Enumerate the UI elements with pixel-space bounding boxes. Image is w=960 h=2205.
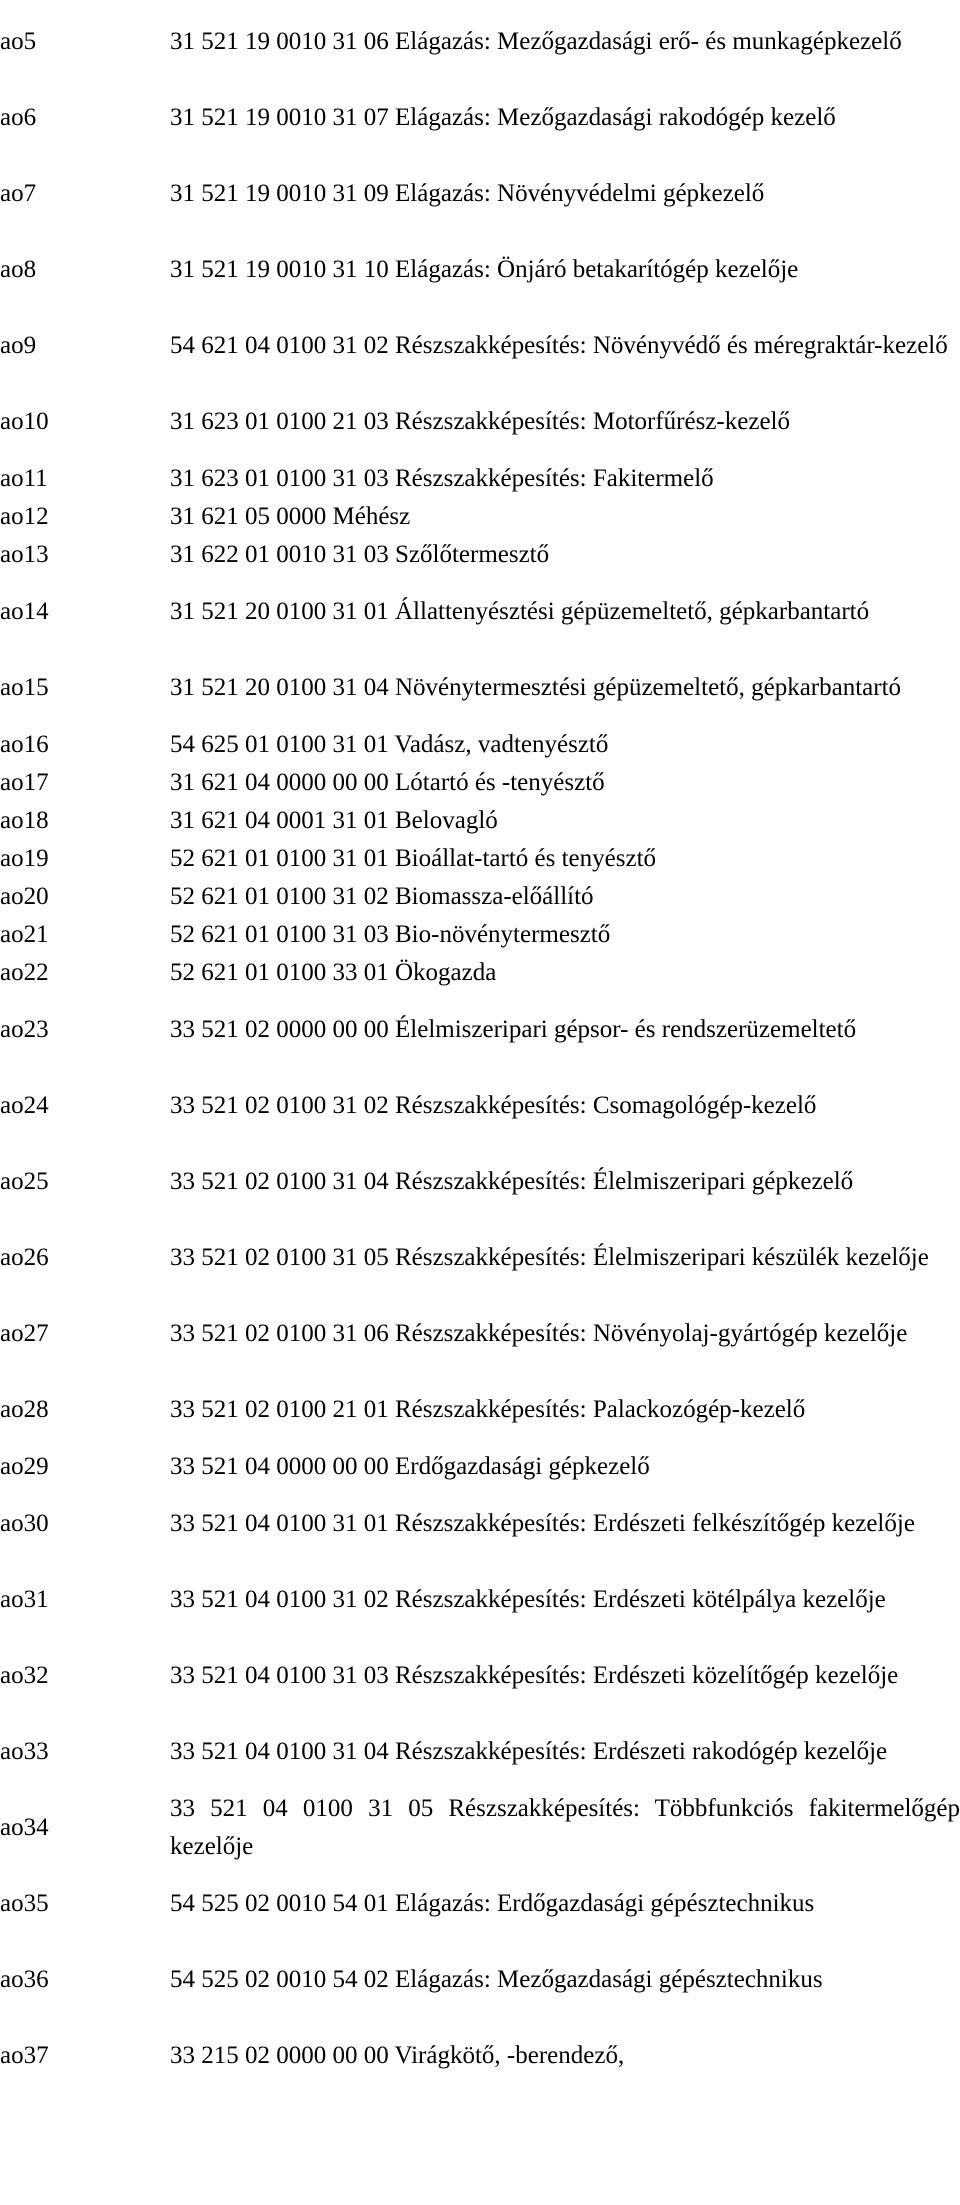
- row-id: ao20: [0, 882, 49, 910]
- table-row: [0, 156, 960, 232]
- row-text: 33 521 02 0100 31 04 Részszakképesítés: Élelmiszeripari gépkezelő: [170, 1168, 854, 1195]
- row-id: ao18: [0, 806, 49, 834]
- row-id: ao7: [0, 179, 37, 207]
- table-row: [0, 1448, 960, 1486]
- table-row: [0, 498, 960, 536]
- row-text: 31 521 19 0010 31 09 Elágazás: Növényvédelmi gépkezelő: [170, 180, 765, 207]
- table-row: [0, 992, 960, 1068]
- row-id: ao31: [0, 1585, 49, 1613]
- document-table: [0, 4, 960, 2094]
- row-text: 31 521 19 0010 31 07 Elágazás: Mezőgazdasági rakodógép kezelő: [170, 104, 836, 131]
- table-row: [0, 1144, 960, 1220]
- row-text: 52 621 01 0100 31 02 Biomassza-előállító: [170, 883, 594, 910]
- table-row: [0, 460, 960, 498]
- table-row: [0, 2018, 960, 2094]
- row-id: ao32: [0, 1661, 49, 1689]
- row-id: ao36: [0, 1965, 49, 1993]
- table-row: [0, 1866, 960, 1942]
- row-text: 54 525 02 0010 54 02 Elágazás: Mezőgazdasági gépésztechnikus: [170, 1966, 823, 1993]
- table-row: [0, 536, 960, 574]
- table-row: [0, 1790, 960, 1866]
- row-id: ao35: [0, 1889, 49, 1917]
- row-text: 31 622 01 0010 31 03 Szőlőtermesztő: [170, 541, 550, 568]
- row-text: 33 215 02 0000 00 00 Virágkötő, -berendező,: [170, 2042, 625, 2069]
- table-row: [0, 574, 960, 650]
- row-id: ao22: [0, 958, 49, 986]
- row-id: ao25: [0, 1167, 49, 1195]
- row-text: 31 621 04 0001 31 01 Belovagló: [170, 807, 498, 834]
- row-text: 54 625 01 0100 31 01 Vadász, vadtenyésztő: [170, 731, 609, 758]
- table-row: [0, 4, 960, 80]
- row-text: 54 621 04 0100 31 02 Részszakképesítés: Növényvédő és méregraktár-kezelő: [170, 332, 948, 359]
- row-id: ao29: [0, 1452, 49, 1480]
- row-text: 33 521 02 0100 31 06 Részszakképesítés: Növényolaj-gyártógép kezelője: [170, 1320, 908, 1347]
- table-row: [0, 916, 960, 954]
- table-row: [0, 1068, 960, 1144]
- row-text: 33 521 02 0100 31 02 Részszakképesítés: Csomagológép-kezelő: [170, 1092, 817, 1119]
- table-row: [0, 1296, 960, 1372]
- row-id: ao11: [0, 464, 48, 492]
- row-id: ao28: [0, 1395, 49, 1423]
- row-text: 33 521 04 0100 31 05 Részszakképesítés: Többfunkciós fakitermelőgép kezelője: [170, 1795, 960, 1860]
- row-text: 33 521 04 0100 31 03 Részszakképesítés: Erdészeti közelítőgép kezelője: [170, 1662, 899, 1689]
- table-row: [0, 1714, 960, 1790]
- table-row: [0, 384, 960, 460]
- row-id: ao14: [0, 597, 49, 625]
- row-id: ao15: [0, 673, 49, 701]
- table-row: [0, 1942, 960, 2018]
- table-row: [0, 878, 960, 916]
- row-text: 31 521 19 0010 31 10 Elágazás: Önjáró betakarítógép kezelője: [170, 256, 799, 283]
- row-id: ao33: [0, 1737, 49, 1765]
- row-text: 31 621 04 0000 00 00 Lótartó és -tenyésztő: [170, 769, 605, 796]
- table-row: [0, 1486, 960, 1562]
- row-id: ao17: [0, 768, 49, 796]
- row-id: ao30: [0, 1509, 49, 1537]
- row-text: 31 623 01 0100 21 03 Részszakképesítés: Motorfűrész-kezelő: [170, 408, 790, 435]
- row-text: 33 521 04 0000 00 00 Erdőgazdasági gépkezelő: [170, 1453, 650, 1480]
- row-text: 54 525 02 0010 54 01 Elágazás: Erdőgazdasági gépésztechnikus: [170, 1890, 815, 1917]
- table-row: [0, 650, 960, 726]
- row-id: ao19: [0, 844, 49, 872]
- row-text: 33 521 04 0100 31 04 Részszakképesítés: Erdészeti rakodógép kezelője: [170, 1738, 888, 1765]
- row-id: ao26: [0, 1243, 49, 1271]
- table-row: [0, 726, 960, 764]
- table-row: [0, 954, 960, 992]
- row-text: 33 521 04 0100 31 02 Részszakképesítés: Erdészeti kötélpálya kezelője: [170, 1586, 886, 1613]
- row-id: ao6: [0, 103, 37, 131]
- row-id: ao9: [0, 331, 37, 359]
- table-row: [0, 1220, 960, 1296]
- row-id: ao8: [0, 255, 37, 283]
- table-row: [0, 1638, 960, 1714]
- row-text: 52 621 01 0100 31 03 Bio-növénytermesztő: [170, 921, 611, 948]
- document-rows: [0, 4, 960, 2094]
- table-row: [0, 232, 960, 308]
- row-id: ao12: [0, 502, 49, 530]
- row-id: ao13: [0, 540, 49, 568]
- table-row: [0, 1562, 960, 1638]
- row-text: 31 621 05 0000 Méhész: [170, 503, 411, 530]
- table-row: [0, 1372, 960, 1448]
- row-id: ao34: [0, 1813, 49, 1841]
- row-id: ao16: [0, 730, 49, 758]
- row-text: 52 621 01 0100 31 01 Bioállat-tartó és tenyésztő: [170, 845, 657, 872]
- row-text: 31 623 01 0100 31 03 Részszakképesítés: Fakitermelő: [170, 465, 714, 492]
- row-text: 33 521 02 0000 00 00 Élelmiszeripari gépsor- és rendszerüzemeltető: [170, 1016, 857, 1043]
- table-row: [0, 802, 960, 840]
- row-text: 33 521 02 0100 31 05 Részszakképesítés: Élelmiszeripari készülék kezelője: [170, 1244, 929, 1271]
- row-id: ao10: [0, 407, 49, 435]
- table-row: [0, 764, 960, 802]
- row-id: ao21: [0, 920, 49, 948]
- row-text: 33 521 02 0100 21 01 Részszakképesítés: Palackozógép-kezelő: [170, 1396, 806, 1423]
- row-id: ao5: [0, 27, 37, 55]
- row-id: ao24: [0, 1091, 49, 1119]
- row-id: ao27: [0, 1319, 49, 1347]
- table-row: [0, 80, 960, 156]
- row-text: 52 621 01 0100 33 01 Ökogazda: [170, 959, 497, 986]
- row-id: ao23: [0, 1015, 49, 1043]
- row-text: 31 521 20 0100 31 04 Növénytermesztési gépüzemeltető, gépkarbantartó: [170, 674, 902, 701]
- row-text: 31 521 19 0010 31 06 Elágazás: Mezőgazdasági erő- és munkagépkezelő: [170, 28, 902, 55]
- table-row: [0, 840, 960, 878]
- row-text: 33 521 04 0100 31 01 Részszakképesítés: Erdészeti felkészítőgép kezelője: [170, 1510, 915, 1537]
- table-row: [0, 308, 960, 384]
- row-id: ao37: [0, 2041, 49, 2069]
- row-text: 31 521 20 0100 31 01 Állattenyésztési gépüzemeltető, gépkarbantartó: [170, 598, 870, 625]
